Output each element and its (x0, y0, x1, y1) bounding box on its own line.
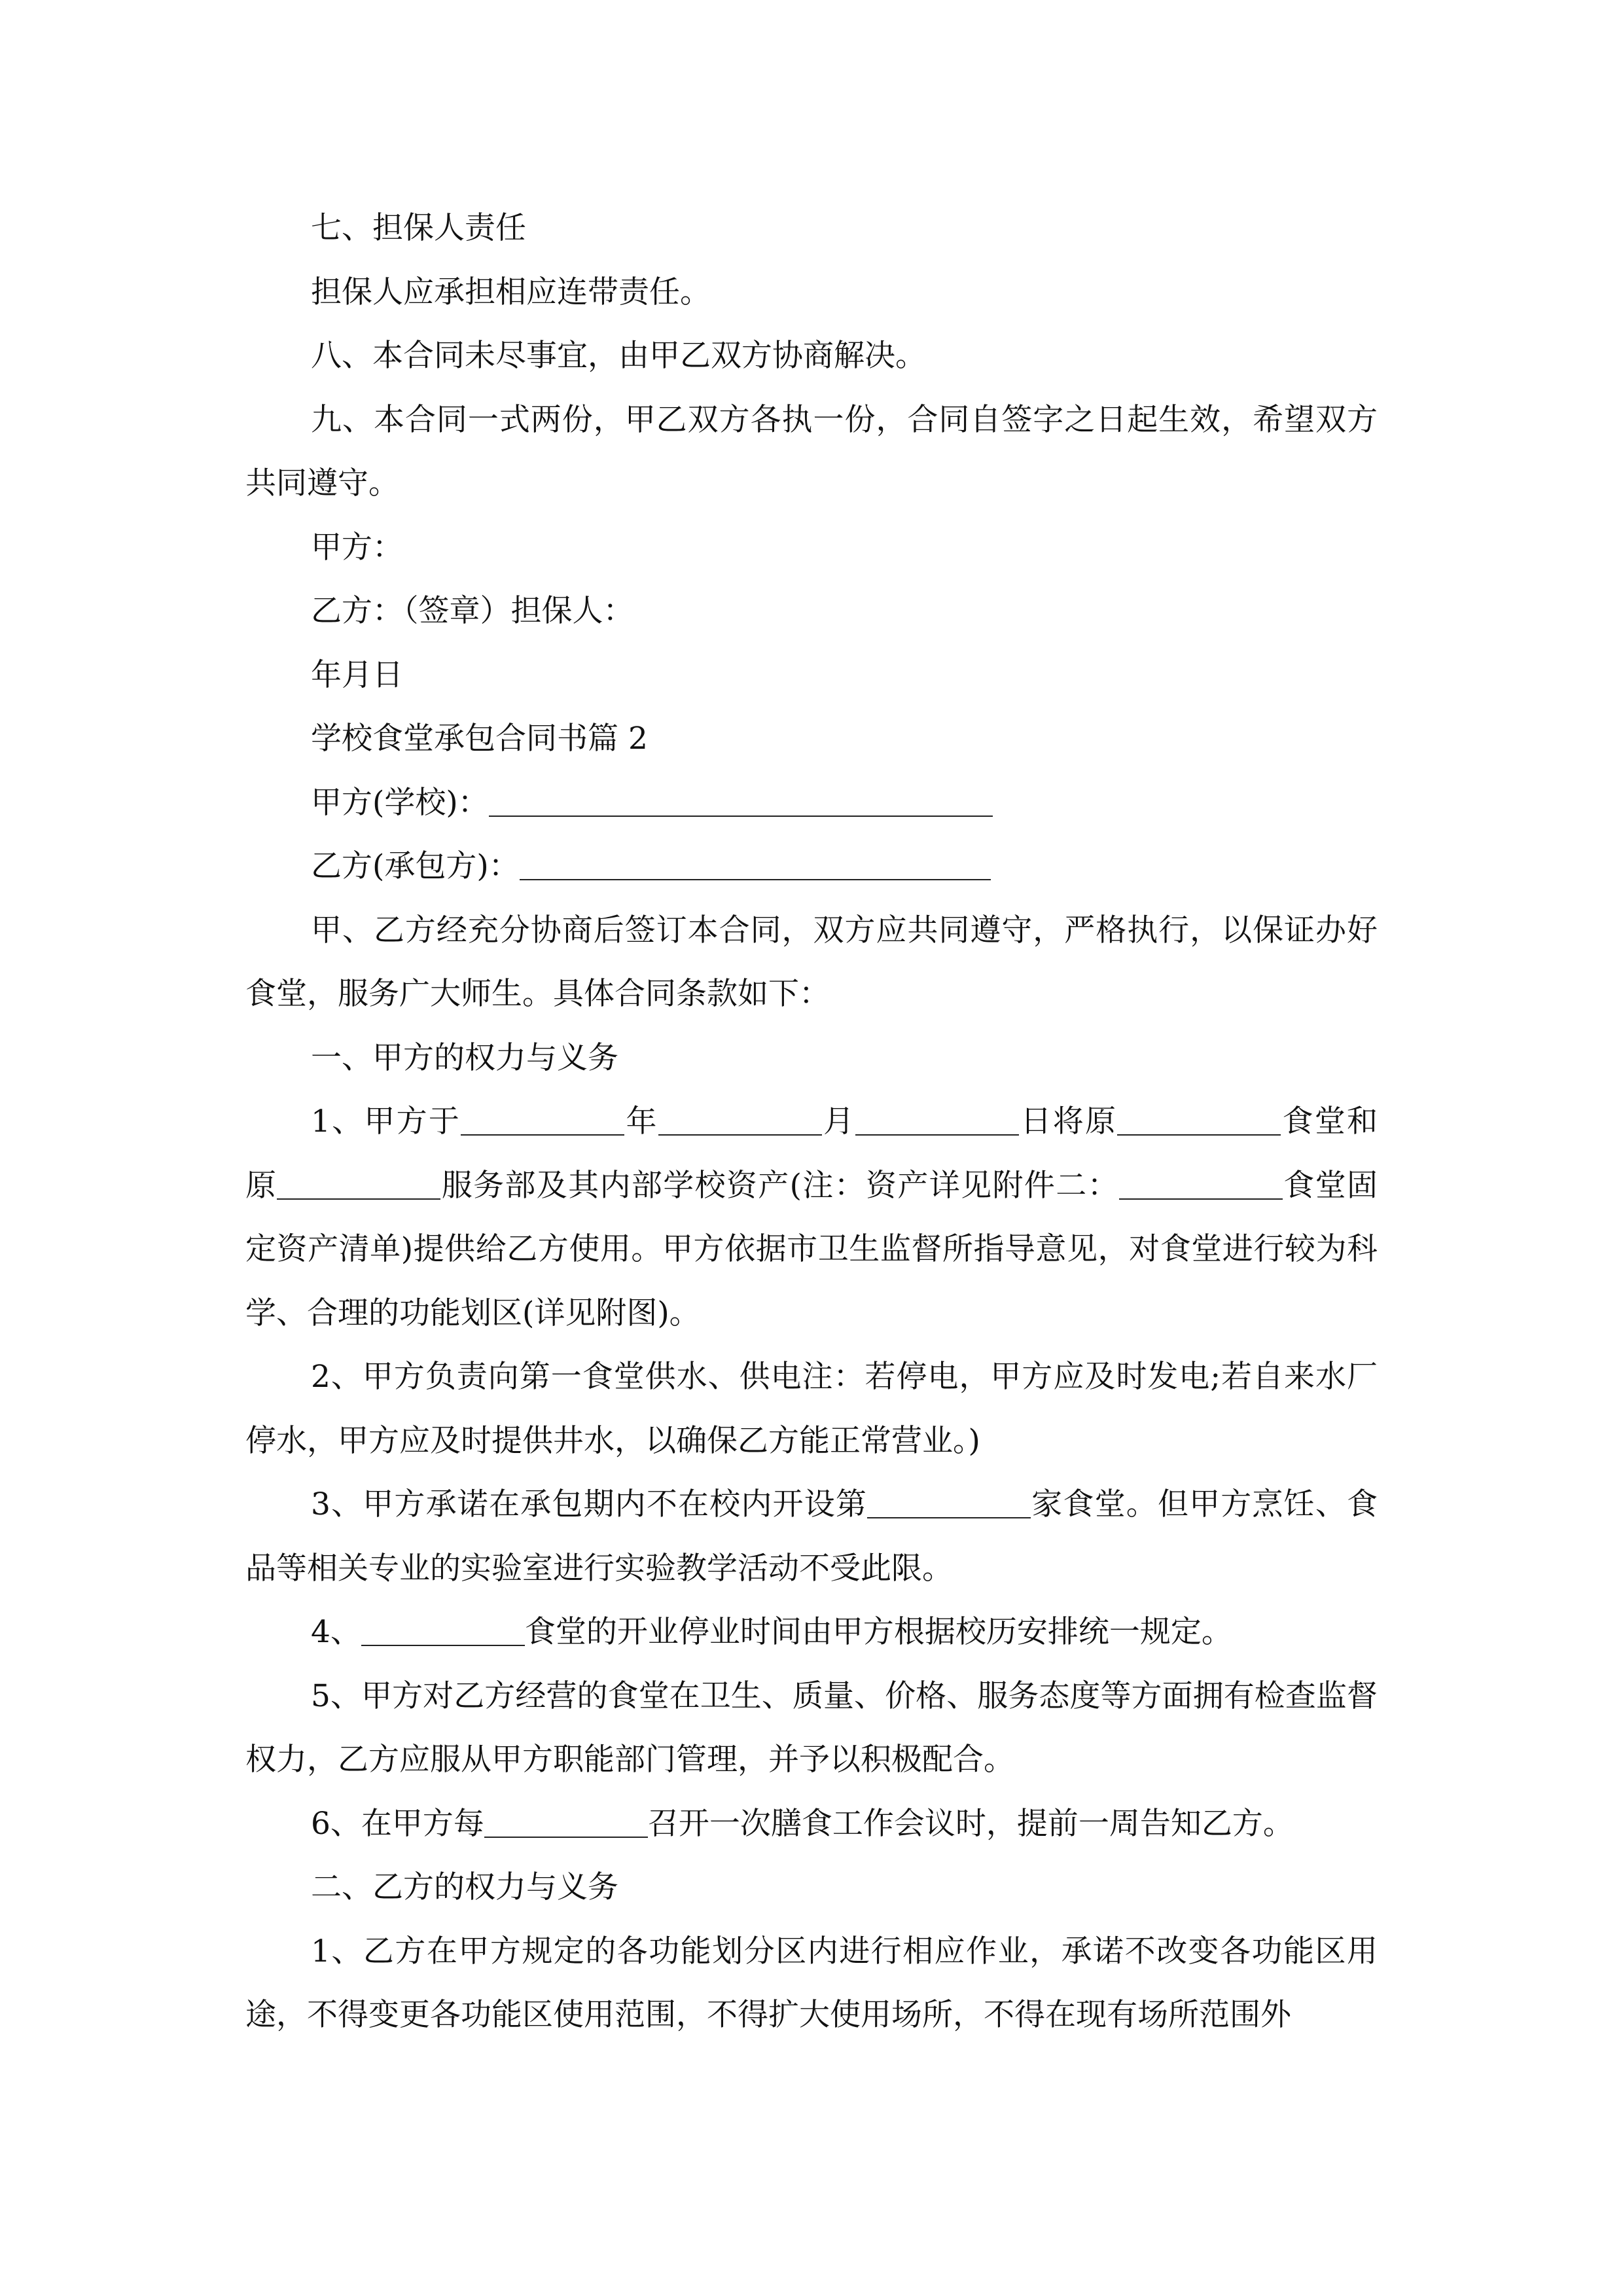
section-7-body: 担保人应承担相应连带责任。 (311, 274, 711, 310)
canteen-name-blank[interactable] (361, 1614, 525, 1646)
attachment-canteen-blank[interactable] (1119, 1168, 1283, 1200)
document-body (245, 196, 1378, 2047)
day-blank[interactable] (855, 1103, 1019, 1136)
canteen-number-blank[interactable] (867, 1486, 1031, 1518)
section-1-item-3: 3、甲方承诺在承包期内不在校内开设第 家食堂。但甲方烹饪、食品等相关专业的实验室进行实验教学活动不受此限。 (245, 1486, 1378, 1587)
section-8: 八、本合同未尽事宜，由甲乙双方协商解决。 (311, 338, 926, 374)
original-canteen-blank[interactable] (1117, 1103, 1281, 1136)
section-7-heading: 七、担保人责任 (311, 210, 526, 246)
meeting-period-blank[interactable] (484, 1806, 648, 1838)
section-1-item-5: 5、甲方对乙方经营的食堂在卫生、质量、价格、服务态度等方面拥有检查监督权力，乙方应服从甲方职能部门管理，并予以积极配合。 (245, 1677, 1378, 1778)
section-9: 九、本合同一式两份，甲乙双方各执一份，合同自签字之日起生效，希望双方共同遵守。 (245, 401, 1378, 501)
section-1-item-6: 6、在甲方每 召开一次膳食工作会议时，提前一周告知乙方。 (311, 1805, 1294, 1842)
section-1-heading: 一、甲方的权力与义务 (311, 1039, 618, 1076)
signature-party-a: 甲方： (311, 529, 403, 565)
contract-intro: 甲、乙方经充分协商后签订本合同，双方应共同遵守，严格执行，以保证办好食堂，服务广大师生。具体合同条款如下： (245, 912, 1378, 1012)
section-2-heading: 二、乙方的权力与义务 (311, 1869, 618, 1905)
party-a-blank[interactable] (489, 785, 993, 817)
month-blank[interactable] (658, 1103, 822, 1136)
party-a-line: 甲方(学校)： (245, 771, 1378, 835)
section-1-item-2: 2、甲方负责向第一食堂供水、供电注：若停电，甲方应及时发电;若自来水厂停水，甲方应及时提供井水，以确保乙方能正常营业。) (245, 1359, 1378, 1459)
section-1-item-1: 1、甲方于 年 月 日将原 食堂和原 服务部及其内部学校资产(注：资产详见附件二： 食堂固定资产清单)提供给乙方使用。甲方依据市卫生监督所指导意见，对食堂进行较为科学、合理的功能划区(详见附图)。 (245, 1103, 1378, 1331)
party-b-blank[interactable] (520, 848, 991, 880)
year-blank[interactable] (461, 1103, 624, 1136)
contract-title-2: 学校食堂承包合同书篇 2 (311, 721, 648, 757)
signature-party-b: 乙方：（签章）担保人： (311, 593, 634, 629)
service-dept-blank[interactable] (277, 1168, 440, 1200)
section-2-item-1: 1、乙方在甲方规定的各功能划分区内进行相应作业，承诺不改变各功能区用途，不得变更各功能区使用范围，不得扩大使用场所，不得在现有场所范围外 (245, 1933, 1378, 2033)
section-1-item-4: 4、 食堂的开业停业时间由甲方根据校历安排统一规定。 (311, 1614, 1232, 1650)
party-b-line: 乙方(承包方)： (245, 834, 1378, 899)
signature-date: 年月日 (311, 656, 403, 693)
